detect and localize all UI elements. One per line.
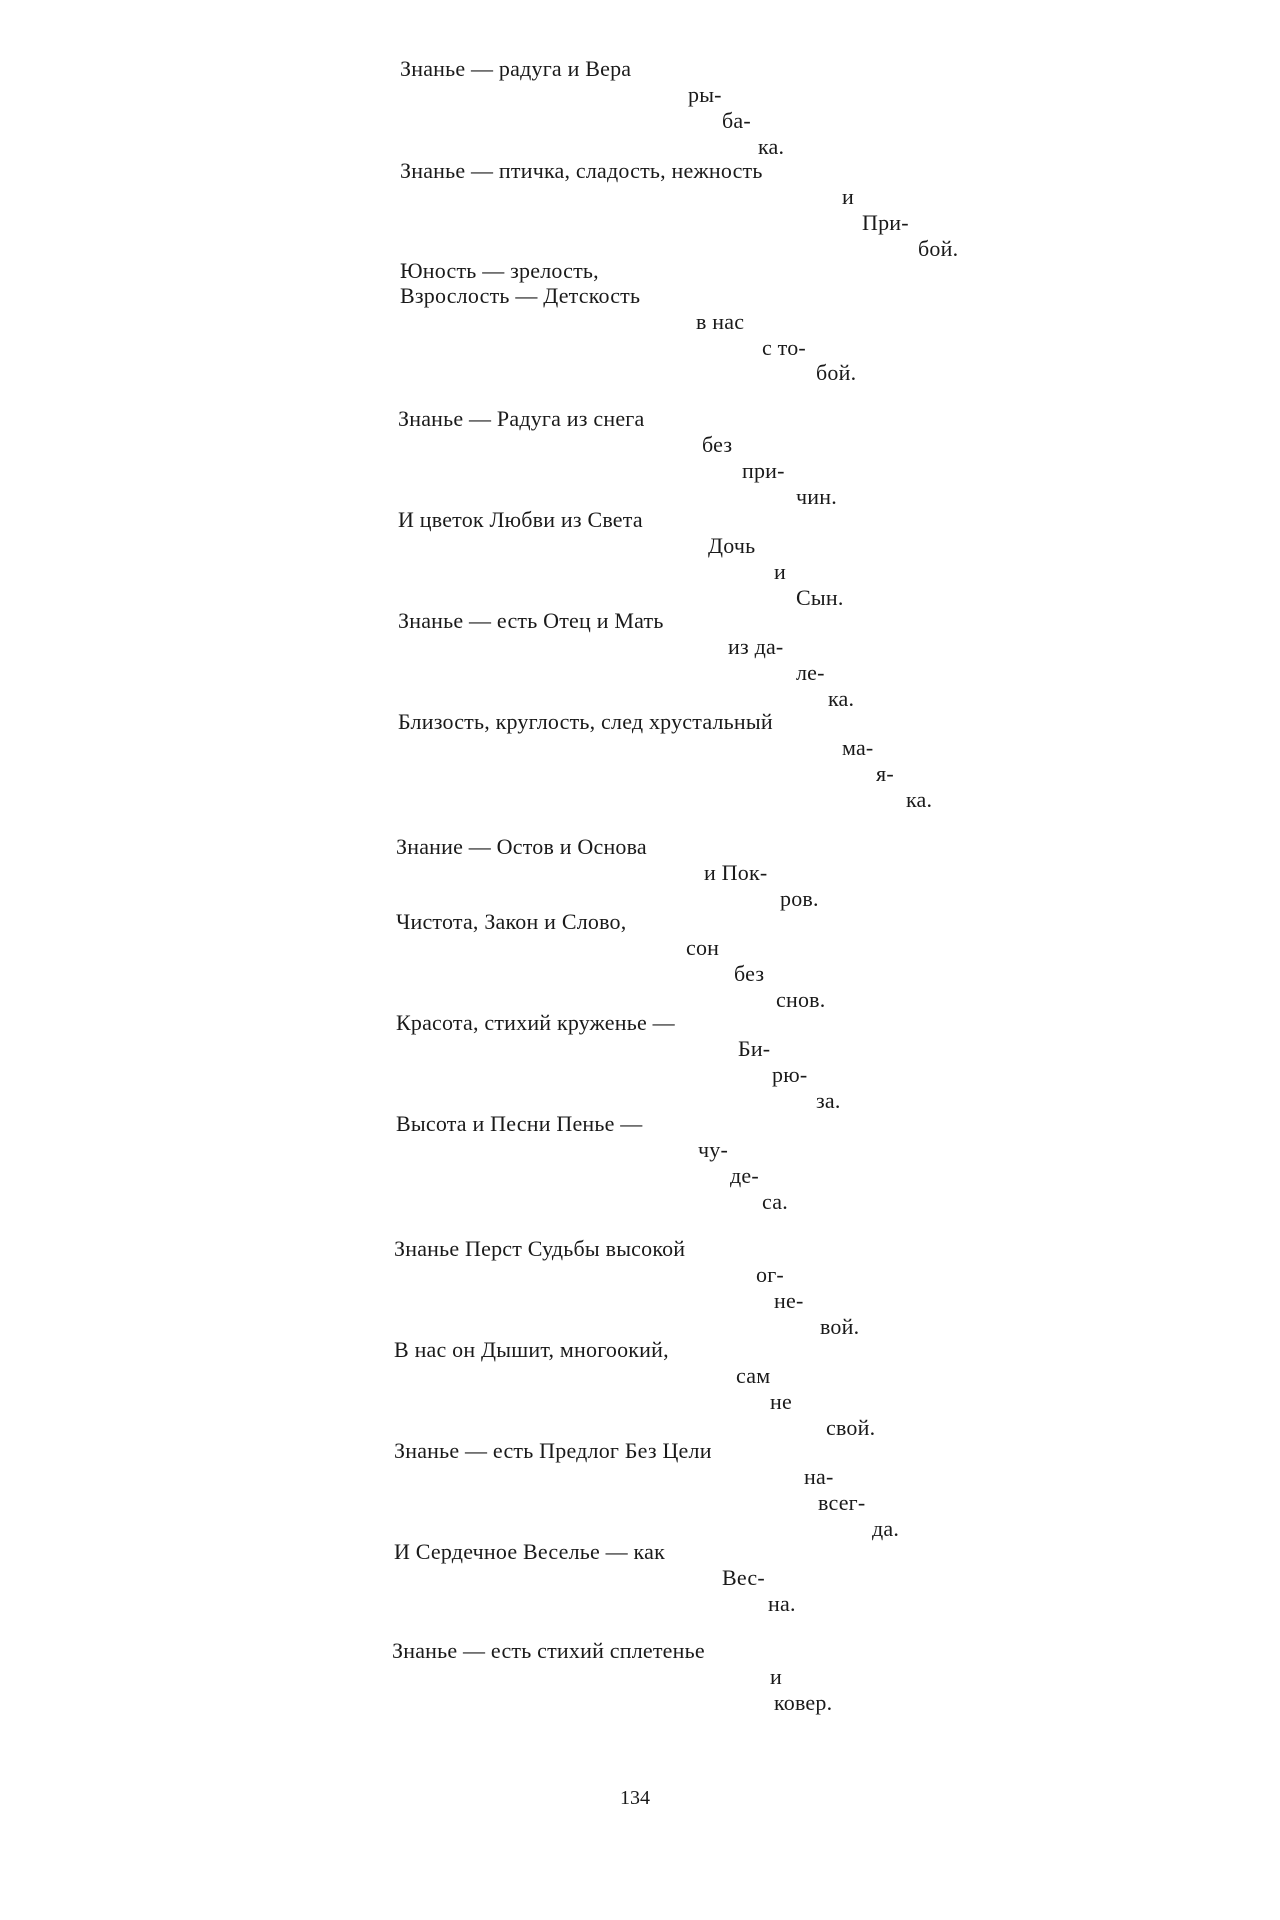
page-number: 134	[620, 1787, 650, 1809]
poem-line: сам	[736, 1363, 771, 1388]
poem-line: ка.	[828, 686, 855, 711]
poem-line: са.	[762, 1189, 788, 1214]
poem-line: при-	[742, 458, 785, 483]
poem-line: с то-	[762, 335, 806, 360]
poem-line: Знанье — есть стихий сплетенье	[392, 1638, 705, 1663]
poem-line: ка.	[758, 134, 785, 159]
poem-line: ле-	[796, 660, 825, 685]
poem-line: из да-	[728, 634, 784, 659]
poem-line: Чистота, Закон и Слово,	[396, 909, 627, 934]
poem-line: и	[774, 559, 786, 584]
poem-line: ковер.	[774, 1690, 833, 1715]
poem-line: на-	[804, 1464, 834, 1489]
poem-line: ров.	[780, 886, 819, 911]
poem-line: и	[770, 1664, 782, 1689]
poem-line: снов.	[776, 987, 826, 1012]
poem-line: я-	[876, 761, 894, 786]
poem-line: рю-	[772, 1062, 808, 1087]
poem-line: Сын.	[796, 585, 844, 610]
poem-line: Близость, круглость, след хрустальный	[398, 709, 773, 734]
poem-line: бой.	[816, 360, 857, 385]
poem-line: ма-	[842, 735, 874, 760]
poem-line: Дочь	[708, 533, 756, 558]
poem-line: чин.	[796, 484, 837, 509]
poem-line: свой.	[826, 1415, 876, 1440]
poem-line: Высота и Песни Пенье —	[396, 1111, 643, 1136]
poem-line: И Сердечное Веселье — как	[394, 1539, 665, 1564]
poem-line: за.	[816, 1088, 841, 1113]
poem-line: Знанье Перст Судьбы высокой	[394, 1236, 686, 1261]
poem-line: не-	[774, 1288, 804, 1313]
poem-line: де-	[730, 1163, 759, 1188]
poem-line: чу-	[698, 1137, 728, 1162]
poem-line: Юность — зрелость,	[400, 258, 599, 283]
poem-line: В нас он Дышит, многоокий,	[394, 1337, 669, 1362]
poem-line: Красота, стихий круженье —	[396, 1010, 675, 1035]
poem-line: Знание — Остов и Основа	[396, 834, 647, 859]
poem-line: Знанье — радуга и Вера	[400, 56, 632, 81]
poem-line: да.	[872, 1516, 900, 1541]
poem-line: ка.	[906, 787, 933, 812]
poem-line: сон	[686, 935, 720, 960]
poem-line: и Пок-	[704, 860, 768, 885]
poem-line: вой.	[820, 1314, 860, 1339]
poem-line: на.	[768, 1591, 796, 1616]
poem-line: без	[702, 432, 733, 457]
poem-line: без	[734, 961, 765, 986]
poem-line: в нас	[696, 309, 745, 334]
poem-line: Взрослость — Детскость	[400, 283, 641, 308]
poem-line: Знанье — Радуга из снега	[398, 406, 645, 431]
poem-line: ог-	[756, 1262, 784, 1287]
poem-line: Знанье — есть Предлог Без Цели	[394, 1438, 712, 1463]
poem-line: Знанье — птичка, сладость, нежность	[400, 158, 763, 183]
poem-line: И цветок Любви из Света	[398, 507, 643, 532]
poem-line: ры-	[688, 82, 722, 107]
poem-line: ба-	[722, 108, 751, 133]
poem-line: При-	[862, 210, 909, 235]
poem-line: всег-	[818, 1490, 866, 1515]
poem-line: бой.	[918, 236, 959, 261]
poem-line: Знанье — есть Отец и Мать	[398, 608, 664, 633]
poem-line: не	[770, 1389, 792, 1414]
poem-line: Вес-	[722, 1565, 765, 1590]
poem-line: Би-	[738, 1036, 771, 1061]
poem-line: и	[842, 184, 854, 209]
